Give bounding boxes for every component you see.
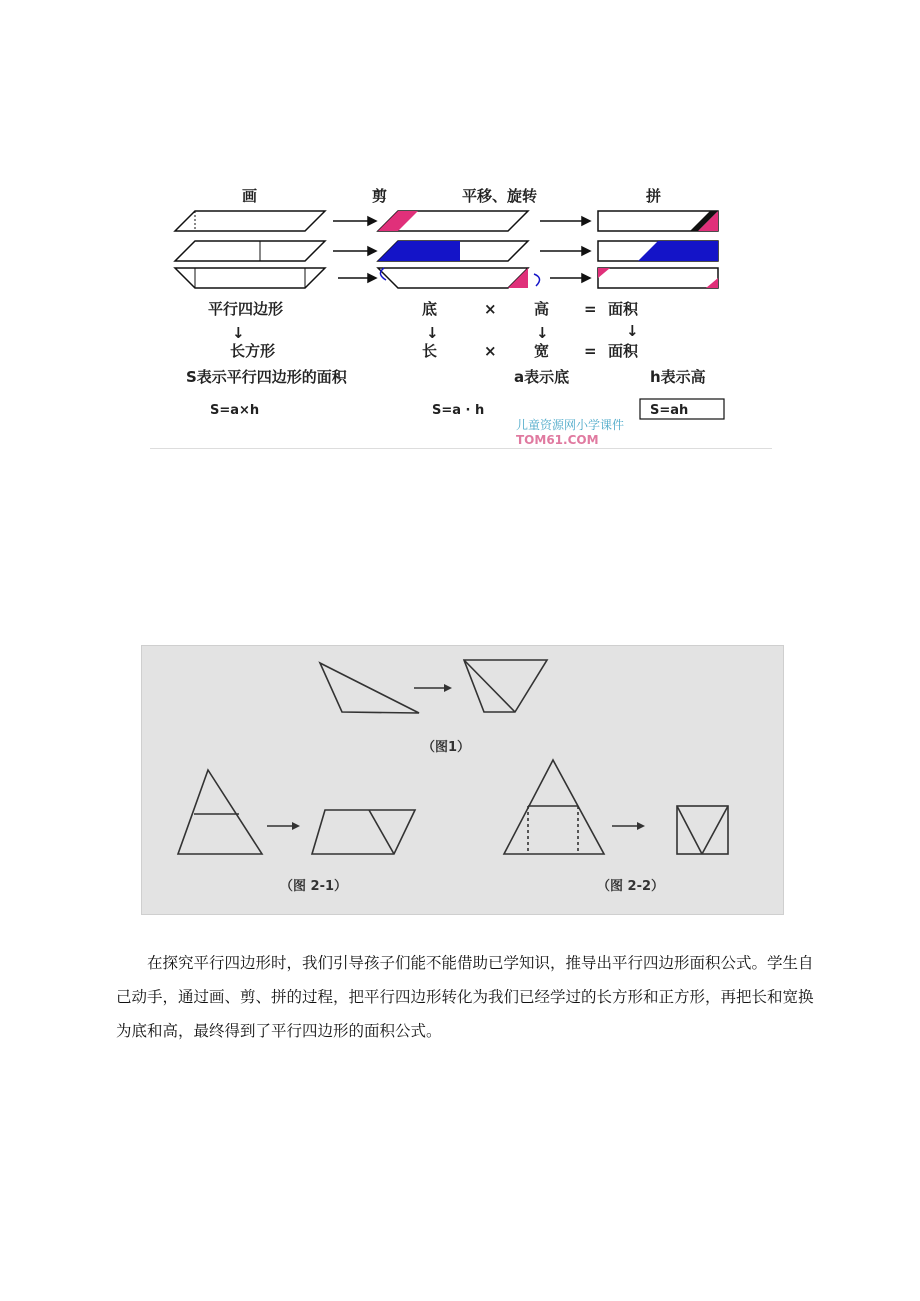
equation-1: S=a×h: [210, 403, 260, 418]
header-move-rotate: 平移、旋转: [462, 187, 538, 205]
formula2-width: 宽: [534, 342, 550, 360]
legend-h: h表示高: [650, 368, 706, 386]
caption-fig2-1: （图 2-1）: [280, 879, 348, 894]
caption-fig1: （图1）: [422, 740, 471, 755]
fig2-1-parallelogram: [312, 810, 415, 854]
label-rectangle: 长方形: [230, 342, 276, 360]
header-draw: 画: [242, 187, 258, 205]
arrow-down-left: ↓: [232, 324, 245, 342]
arrow-down-area: ↓: [626, 322, 639, 340]
fig2-1-triangle: [178, 770, 262, 854]
formula1-height: 高: [534, 300, 550, 318]
legend-s: S表示平行四边形的面积: [186, 368, 347, 386]
row3-shapes: [175, 268, 718, 288]
arrow-down-base: ↓: [426, 324, 439, 342]
watermark-bottom: TOM61.COM: [516, 433, 599, 447]
formula2-times: ×: [484, 342, 497, 360]
right-arrows: [333, 217, 590, 282]
formula1-equals: =: [584, 300, 597, 318]
row2-shapes: [175, 241, 718, 261]
equation-3: S=ah: [650, 403, 689, 418]
header-cut: 剪: [372, 187, 388, 205]
triangle-transform-diagram: [141, 645, 784, 915]
fig2-2-triangle: [504, 760, 604, 854]
triangle-svg: [142, 646, 783, 914]
legend-a: a表示底: [514, 368, 570, 386]
fig1-parallelogram: [464, 660, 547, 712]
formula1-times: ×: [484, 300, 497, 318]
equation-2: S=a · h: [432, 403, 485, 418]
fig1-triangle: [320, 663, 419, 713]
formula1-area: 面积: [608, 300, 639, 318]
label-parallelogram: 平行四边形: [208, 300, 284, 318]
arrowheads: [292, 684, 645, 830]
caption-fig2-2: （图 2-2）: [597, 879, 665, 894]
watermark-top: 儿童资源网小学课件: [516, 418, 625, 432]
row1-shapes: [175, 211, 718, 231]
fig2-2-rectangle: [677, 806, 728, 854]
formula2-length: 长: [422, 342, 438, 360]
formula2-area: 面积: [608, 342, 639, 360]
formula2-equals: =: [584, 342, 597, 360]
diagram-svg: [150, 170, 772, 448]
header-assemble: 拼: [646, 187, 662, 205]
parallelogram-area-diagram: [150, 170, 772, 449]
arrow-down-height: ↓: [536, 324, 549, 342]
body-paragraph: 在探究平行四边形时，我们引导孩子们能不能借助已学知识，推导出平行四边形面积公式。学生自己动手，通过画、剪、拼的过程，把平行四边形转化为我们已经学过的长方形和正方形，再把长和宽换为底和高，最终得到了平行四边形的面积公式。: [116, 954, 814, 1040]
formula1-base: 底: [422, 300, 438, 318]
